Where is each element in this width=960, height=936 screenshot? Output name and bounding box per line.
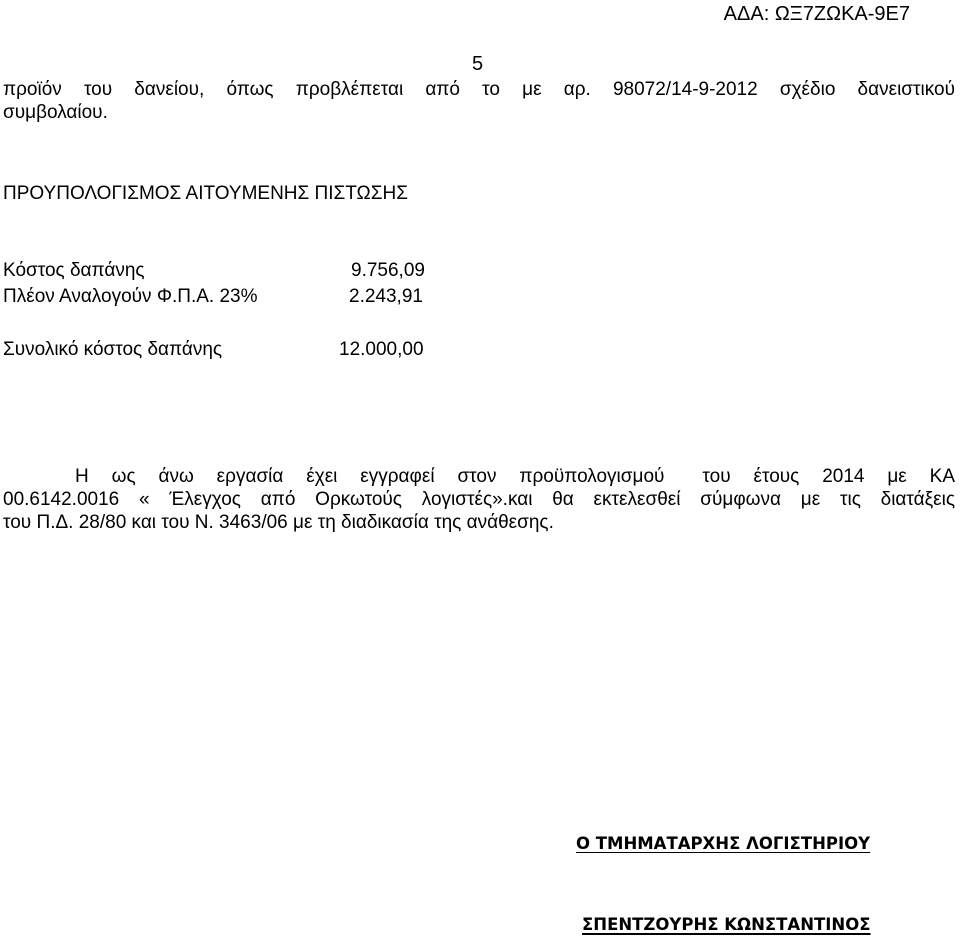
budget-paragraph — [3, 466, 955, 534]
paragraph-line-1 — [3, 466, 955, 489]
cost-label: Κόστος δαπάνης — [3, 260, 145, 281]
intro-text — [3, 79, 955, 125]
vat-value: 2.243,91 — [349, 286, 423, 307]
intro-line-1: προϊόν του δανείου, όπως προβλέπεται από το με αρ. 98072/14-9-2012 σχέδιο δανειστικού — [3, 79, 955, 100]
cost-value: 9.756,09 — [351, 260, 425, 281]
paragraph-line-1a: Η ως άνω εργασία έχει εγγραφεί στον προϋπολογισμού — [75, 466, 665, 487]
signature-title: Ο ΤΜΗΜΑΤΑΡΧΗΣ ΛΟΓΙΣΤΗΡΙΟΥ — [576, 834, 871, 853]
budget-heading: ΠΡΟΥΠΟΛΟΓΙΣΜΟΣ ΑΙΤΟΥΜΕΝΗΣ ΠΙΣΤΩΣΗΣ — [3, 183, 408, 204]
intro-line-2: συμβολαίου. — [3, 101, 108, 123]
vat-label: Πλέον Αναλογούν Φ.Π.Α. 23% — [3, 286, 258, 307]
paragraph-line-3: του Π.Δ. 28/80 και του Ν. 3463/06 με τη διαδικασία της ανάθεσης. — [3, 511, 554, 533]
ada-code: ΑΔΑ: ΩΞ7ΖΩΚΑ-9Ε7 — [723, 3, 910, 25]
paragraph-line-1b: του έτους 2014 με ΚΑ — [702, 466, 955, 487]
total-value: 12.000,00 — [339, 339, 424, 360]
paragraph-line-2: 00.6142.0016 « Έλεγχος από Ορκωτούς λογιστές».και θα εκτελεσθεί σύμφωνα με τις διατάξεις — [3, 488, 955, 510]
page-number: 5 — [472, 53, 484, 75]
total-label: Συνολικό κόστος δαπάνης — [3, 339, 223, 360]
signature-name: ΣΠΕΝΤΖΟΥΡΗΣ ΚΩΝΣΤΑΝΤΙΝΟΣ — [582, 915, 871, 934]
